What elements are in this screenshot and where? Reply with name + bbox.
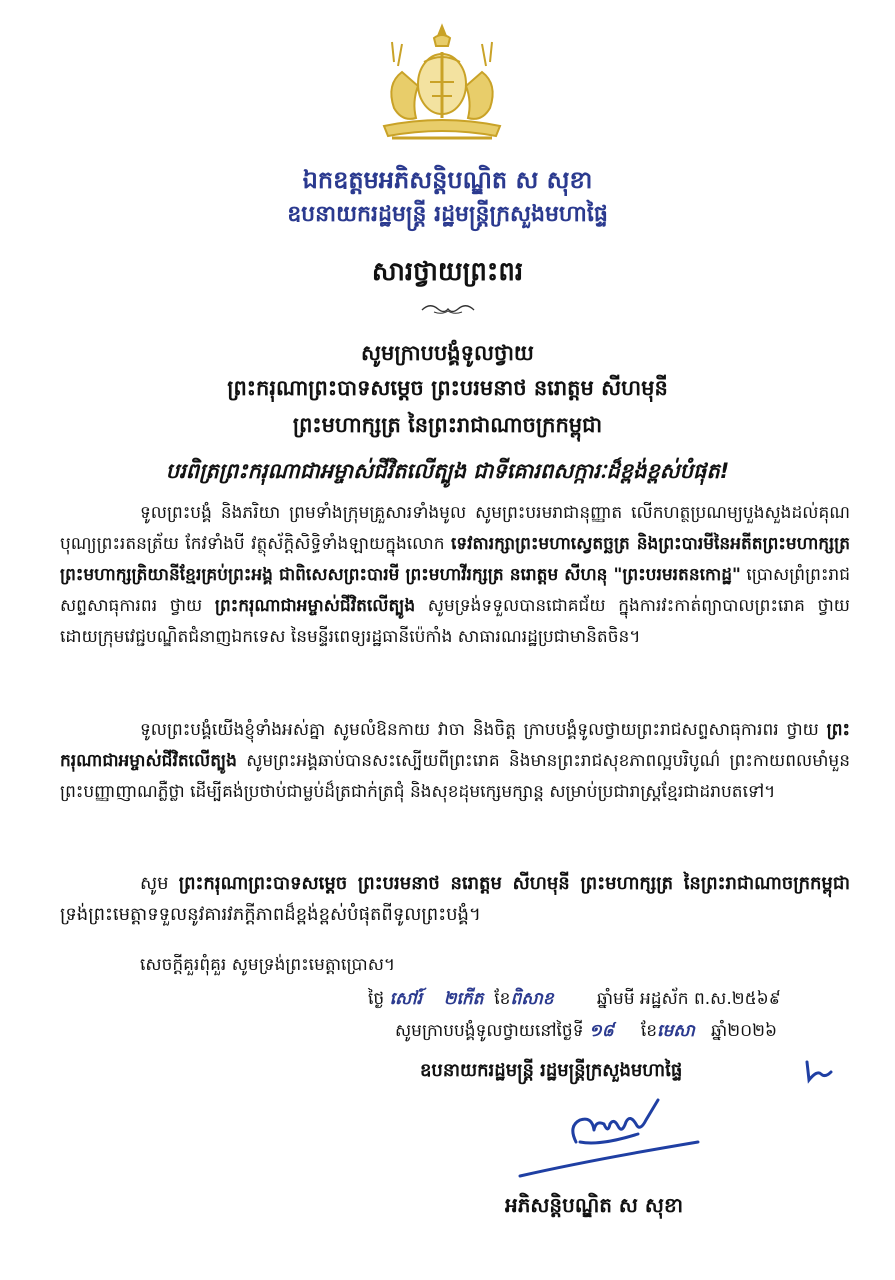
lunar-date-line — [368, 988, 781, 1013]
month-prefix: ខែ — [494, 989, 511, 1009]
p2-text-a: ទូលព្រះបង្គំយើងខ្ញុំទាំងអស់គ្នា សូមលំឱនកាយ វាចា និងចិត្ត ក្រាបបង្គំទូលថ្វាយព្រះរាជសព្ទសាធុការពរ ថ្វាយ — [140, 720, 827, 740]
decorative-swirl-icon — [420, 302, 476, 316]
solar-date-line — [395, 1020, 777, 1045]
p1-text-c: ប្រោសព្រំព្រះរាជសព្ទសាធុការពរ ថ្វាយ — [60, 565, 850, 616]
day-number-value: ១៨ — [588, 1021, 614, 1041]
p1-text-a: ទូលព្រះបង្គំ និងភរិយា ព្រមទាំងក្រុមគ្រួសារទាំងមូល សូមព្រះបរមរាជានុញ្ញាត លើកហត្ថប្រណម្យបួងសួងដល់គុណបុណ្យព្រះរតនត្រ័យ កែវទាំងបី វត្ថុស័ក្តិសិទ្ធិទាំងឡាយក្នុងលោក — [60, 503, 850, 554]
p1-text-e: សូមទ្រង់ទទួលបានជោគជ័យ ក្នុងការវះកាត់ព្យាបាលព្រះរោគ ថ្វាយដោយក្រុមវេជ្ជបណ្ឌិតជំនាញឯកទេស នៃមន្ទីរពេទ្យរដ្ឋធានីប៉េកាំង សាធារណរដ្ឋប្រជាមានិតចិន។ — [60, 596, 850, 647]
handwritten-signature-icon — [510, 1090, 710, 1180]
paragraph-3 — [60, 868, 850, 930]
king-title-line: ព្រះករុណាព្រះបាទសម្តេច ព្រះបរមនាថ នរោត្តម សីហមុនី — [227, 376, 668, 400]
year-value: ឆ្នាំ២០២៦ — [711, 1021, 778, 1041]
lunar-year: ឆ្នាំមមី អដ្ឋស័ក ព.ស.២៥៦៩ — [596, 989, 781, 1009]
month-value: មេសា — [657, 1021, 695, 1041]
weekday-value: សៅរ៍ — [389, 989, 422, 1009]
closing-line: សេចក្តីគួរពុំគួរ សូមទ្រង់ព្រះមេត្តាប្រោស។ — [140, 955, 396, 975]
day-prefix: ថ្ងៃ — [368, 989, 385, 1009]
salutation-line: សូមក្រាបបង្គំទូលថ្វាយ — [361, 341, 534, 365]
initial-mark-icon — [803, 1058, 833, 1084]
p1-text-bold-2: ព្រះករុណាជាអម្ចាស់ជីវិតលើត្បូង — [214, 596, 416, 616]
letter-title: សារថ្វាយព្រះពរ — [371, 257, 524, 287]
date-prefix: សូមក្រាបបង្គំទូលថ្វាយនៅថ្ងៃទី — [395, 1021, 584, 1041]
p2-text-c: សូមព្រះអង្គឆាប់បានសះស្បើយពីព្រះរោគ និងមានព្រះរាជសុខភាពល្អបរិបូណ៌ ព្រះកាយពលមាំមួន ព្រះបញ្ញាញាណភ្លឺថ្លា ដើម្បីគង់ប្រថាប់ជាម្លប់ដ៏ត្រជាក់ត្រជុំ និងសុខដុមក្សេមក្សាន្ត សម្រាប់ប្រជារាស្ត្រខ្មែរជាដរាបតទៅ។ — [60, 751, 850, 802]
p1-text-bold-1: ទេវតារក្សាព្រះមហាស្វេតច្ឆត្រ និងព្រះបារមីនៃអតីតព្រះមហាក្សត្រ ព្រះមហាក្សត្រិយានីខ្មែរគ្រប់ព្រះអង្គ ជាពិសេសព្រះបារមី ព្រះមហាវីរក្សត្រ នរោត្តម សីហនុ "ព្រះបរមរតនកោដ្ឋ" — [60, 534, 850, 585]
lunar-day-value: ២កើត — [443, 989, 484, 1009]
address-line: បរពិត្រព្រះករុណាជាអម្ចាស់ជីវិតលើត្បូង ជាទីគោរពសក្ការៈដ៏ខ្ពង់ខ្ពស់បំផុត! — [165, 459, 730, 483]
month-prefix-2: ខែ — [640, 1021, 658, 1041]
king-kingdom-line: ព្រះមហាក្សត្រ នៃព្រះរាជាណាចក្រកម្ពុជា — [292, 413, 603, 437]
official-name-header: ឯកឧត្តមអភិសន្តិបណ្ឌិត ស សុខា — [302, 166, 593, 194]
paragraph-2 — [60, 715, 850, 808]
p3-text-bold: ព្រះករុណាព្រះបាទសម្តេច ព្រះបរមនាថ នរោត្តម សីហមុនី ព្រះមហាក្សត្រ នៃព្រះរាជាណាចក្រកម្ពុជា — [178, 873, 850, 894]
lunar-month-value: ពិសាខ — [510, 989, 554, 1009]
signatory-title: ឧបនាយករដ្ឋមន្ត្រី រដ្ឋមន្ត្រីក្រសួងមហាផ្ទៃ — [420, 1060, 683, 1081]
p3-text-c: ទ្រង់ព្រះមេត្តាទទួលនូវគារវភក្តីភាពដ៏ខ្ពង់ខ្ពស់បំផុតពីទូលព្រះបង្គំ។ — [60, 904, 481, 925]
paragraph-1 — [60, 498, 850, 653]
royal-coat-of-arms-icon — [372, 22, 512, 144]
signatory-name: អភិសន្តិបណ្ឌិត ស សុខា — [505, 1193, 683, 1217]
p3-text-a: សូម — [140, 873, 179, 894]
official-position-header: ឧបនាយករដ្ឋមន្ត្រី រដ្ឋមន្ត្រីក្រសួងមហាផ្ទៃ — [287, 202, 608, 227]
p2-text-bold: ព្រះករុណាជាអម្ចាស់ជីវិតលើត្បូង — [60, 720, 850, 771]
